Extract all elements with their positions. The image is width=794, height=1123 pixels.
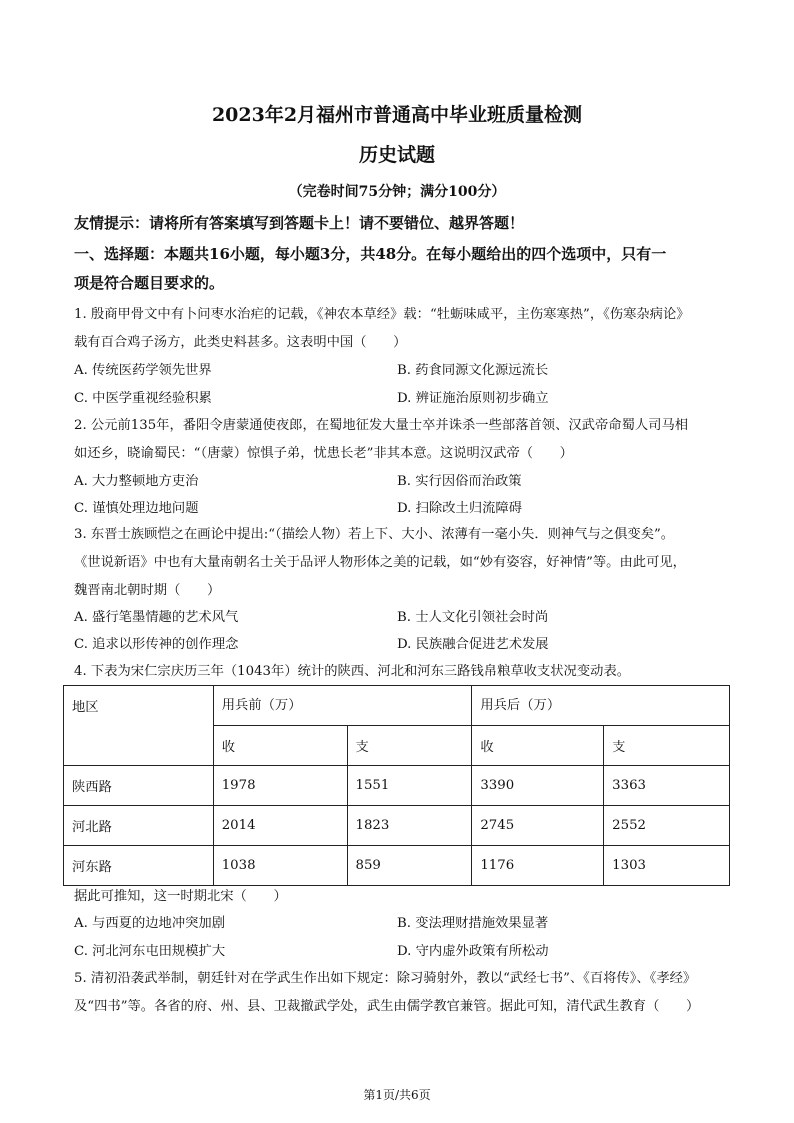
table-cell: 1978 <box>213 766 347 806</box>
exam-time-note: （完卷时间75分钟；满分100分） <box>288 184 506 200</box>
q3-stem-line2: 《世说新语》中也有大量南朝名士关于品评人物形体之美的记载，如“妙有姿容，好神情”等。由此可见， <box>74 555 686 570</box>
table-cell: 2745 <box>472 806 604 846</box>
exam-title: 2023年2月福州市普通高中毕业班质量检测 <box>211 104 583 126</box>
q2-stem-line2: 如还乡，晓谕蜀民：“（唐蒙）惊惧子弟，忧患长老”非其本意。这说明汉武帝（ ） <box>74 446 573 461</box>
table-cell-region: 河北路 <box>64 806 214 846</box>
table-row <box>64 766 730 806</box>
q4-option-c: C. 河北河东屯田规模扩大 <box>74 944 226 959</box>
table-cell: 1176 <box>472 846 604 886</box>
page-footer: 第1页/共6页 <box>363 1088 431 1102</box>
q4-after-table: 据此可推知，这一时期北宋（ ） <box>74 889 287 904</box>
q4-option-b: B. 变法理财措施效果显著 <box>397 916 549 931</box>
q1-stem-line2: 载有百合鸡子汤方，此类史料甚多。这表明中国（ ） <box>74 335 407 350</box>
table-row <box>64 846 730 886</box>
table-header-after-expense: 支 <box>604 726 730 766</box>
q3-option-c: C. 追求以形传神的创作理念 <box>74 637 239 652</box>
q3-option-b: B. 士人文化引领社会时尚 <box>397 610 549 625</box>
q1-option-d: D. 辨证施治原则初步确立 <box>397 391 549 406</box>
q4-stem-line1: 4. 下表为宋仁宗庆历三年（1043年）统计的陕西、河北和河东三路钱帛粮草收支状况变动表。 <box>74 664 631 679</box>
table-cell: 1551 <box>347 766 472 806</box>
table-header-before-expense: 支 <box>347 726 472 766</box>
q5-stem-line1: 5. 清初沿袭武举制，朝廷针对在学武生作出如下规定：除习骑射外，教以“武经七书”、《百将传》、《孝经》 <box>74 971 697 986</box>
table-header-after-income: 收 <box>472 726 604 766</box>
q1-stem-line1: 1. 殷商甲骨文中有卜问枣水治疟的记载，《神农本草经》载：“牡蛎味咸平，主伤寒寒热”，《伤寒杂病论》 <box>74 307 690 322</box>
q2-option-d: D. 扫除改土归流障碍 <box>397 501 523 516</box>
q2-option-b: B. 实行因俗而治政策 <box>397 474 522 489</box>
friendly-tip: 友情提示：请将所有答案填写到答题卡上！请不要错位、越界答题！ <box>74 214 525 232</box>
section-heading-line1: 一、选择题：本题共16小题，每小题3分，共48分。在每小题给出的四个选项中，只有一 <box>74 245 667 263</box>
table-cell-region: 河东路 <box>64 846 214 886</box>
q4-option-a: A. 与西夏的边地冲突加剧 <box>74 916 226 931</box>
table-cell: 1038 <box>213 846 347 886</box>
table-header-before: 用兵前（万） <box>213 686 472 726</box>
table-cell: 1303 <box>604 846 730 886</box>
revenue-expense-table <box>63 685 730 886</box>
q2-option-c: C. 谨慎处理边地问题 <box>74 501 199 516</box>
q1-option-a: A. 传统医药学领先世界 <box>74 363 212 378</box>
table-cell: 3390 <box>472 766 604 806</box>
table-cell: 1823 <box>347 806 472 846</box>
table-cell: 3363 <box>604 766 730 806</box>
table-header-region: 地区 <box>64 686 214 766</box>
q3-stem-line3: 魏晋南北朝时期（ ） <box>74 583 221 598</box>
q3-option-d: D. 民族融合促进艺术发展 <box>397 637 549 652</box>
q4-option-d: D. 守内虚外政策有所松动 <box>397 944 549 959</box>
q3-option-a: A. 盛行笔墨情趣的艺术风气 <box>74 610 239 625</box>
table-cell-region: 陕西路 <box>64 766 214 806</box>
table-cell: 2552 <box>604 806 730 846</box>
q1-option-c: C. 中医学重视经验积累 <box>74 391 212 406</box>
table-cell: 859 <box>347 846 472 886</box>
q3-stem-line1: 3. 东晋士族顾恺之在画论中提出:“（描绘人物）若上下、大小、浓薄有一毫小失．则神气与之俱变矣”。 <box>74 527 675 542</box>
q2-stem-line1: 2. 公元前135年，番阳令唐蒙通使夜郎，在蜀地征发大量士卒并诛杀一些部落首领、汉武帝命蜀人司马相 <box>74 418 689 433</box>
section-heading-line2: 项是符合题目要求的。 <box>74 274 225 292</box>
q1-option-b: B. 药食同源文化源远流长 <box>397 363 549 378</box>
table-cell: 2014 <box>213 806 347 846</box>
table-header-before-income: 收 <box>213 726 347 766</box>
q2-option-a: A. 大力整顿地方吏治 <box>74 474 199 489</box>
table-row <box>64 806 730 846</box>
exam-subject: 历史试题 <box>358 144 435 166</box>
table-header-after: 用兵后（万） <box>472 686 730 726</box>
q5-stem-line2: 及“四书”等。各省的府、州、县、卫裁撤武学处，武生由儒学教官兼管。据此可知，清代武生教育（ ） <box>74 999 700 1014</box>
